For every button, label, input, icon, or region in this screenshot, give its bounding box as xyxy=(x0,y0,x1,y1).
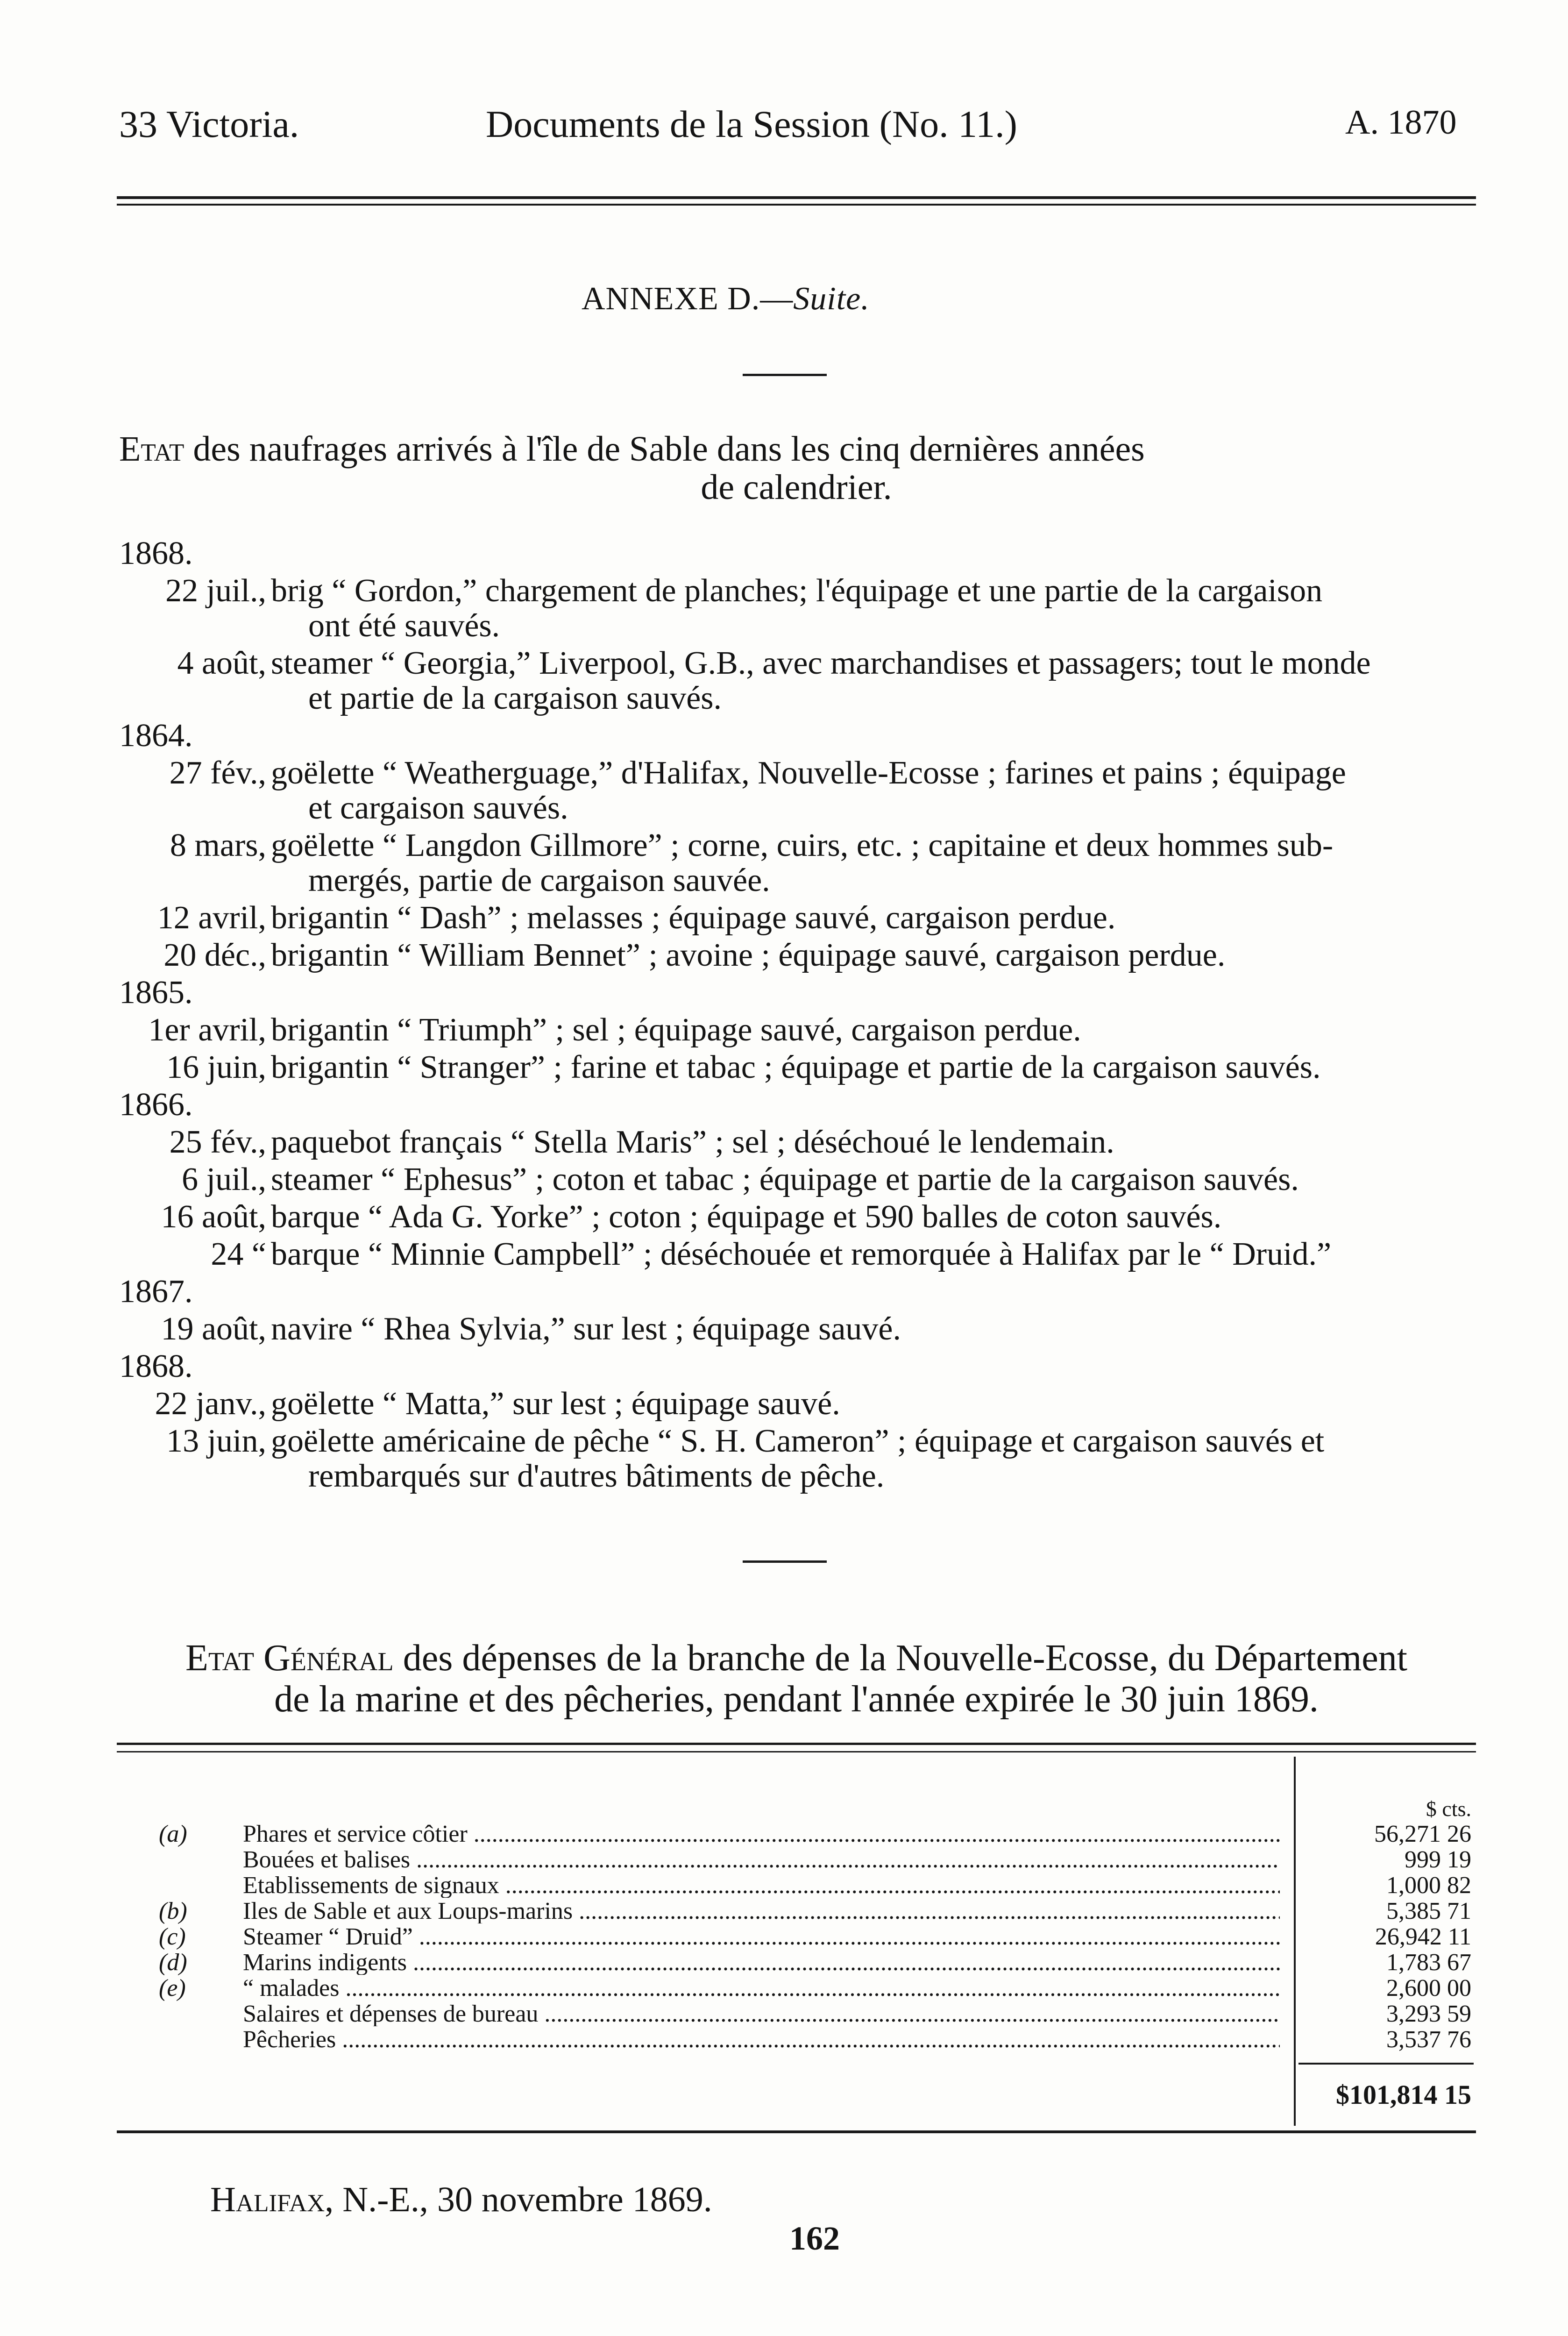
entry-text: navire “ Rhea Sylvia,” sur lest ; équipage sauvé. xyxy=(271,1311,901,1347)
year-heading: 1866. xyxy=(119,1087,193,1123)
entry-date: 16 août, xyxy=(161,1199,266,1235)
table-top-rule xyxy=(117,1743,1476,1745)
entry-date: 1er avril, xyxy=(148,1012,266,1048)
dateline xyxy=(210,2179,712,2220)
header-rule xyxy=(117,196,1476,199)
entry-date: 27 fév., xyxy=(169,755,266,791)
entry-text: brigantin “ William Bennet” ; avoine ; équipage sauvé, cargaison perdue. xyxy=(271,937,1226,973)
expense-amount: 56,271 26 xyxy=(1374,1821,1471,1847)
header-regnal-year: 33 Victoria. xyxy=(119,103,299,145)
entry-text: steamer “ Ephesus” ; coton et tabac ; équipage et partie de la cargaison sauvés. xyxy=(271,1161,1299,1197)
wreck-list-title xyxy=(119,430,1474,506)
entry-text: goëlette américaine de pêche “ S. H. Cameron” ; équipage et cargaison sauvés et xyxy=(271,1423,1325,1459)
expense-label: Steamer “ Druid” ..... xyxy=(243,1925,1280,1949)
entry-text-continued: mergés, partie de cargaison sauvée. xyxy=(308,862,770,898)
sum-rule xyxy=(1298,2063,1474,2065)
year-heading: 1868. xyxy=(119,1348,193,1384)
section-divider xyxy=(743,1560,827,1563)
expense-amount: 2,600 00 xyxy=(1386,1975,1471,2001)
entry-text: goëlette “ Matta,” sur lest ; équipage sauvé. xyxy=(271,1386,840,1422)
amount-column-divider xyxy=(1294,1757,1296,2126)
expense-amount: 3,537 76 xyxy=(1386,2026,1471,2053)
dateline-place: Halifax, xyxy=(210,2180,334,2219)
entry-date: 12 avril, xyxy=(157,900,266,936)
expense-label: Salaires et dépenses de bureau ..... xyxy=(243,2002,1280,2026)
entry-text-continued: et partie de la cargaison sauvés. xyxy=(308,680,722,716)
table-bottom-rule xyxy=(117,2130,1476,2133)
expense-amount: 26,942 11 xyxy=(1375,1923,1471,1950)
row-marker: (b) xyxy=(159,1898,187,1924)
entry-text-continued: et cargaison sauvés. xyxy=(308,790,568,826)
dateline-rest: N.-E., 30 novembre 1869. xyxy=(342,2180,712,2219)
entry-text: goëlette “ Weatherguage,” d'Halifax, Nouvelle-Ecosse ; farines et pains ; équipage xyxy=(271,755,1346,791)
entry-date: 19 août, xyxy=(161,1311,266,1347)
expense-label: “ malades ..... xyxy=(243,1976,1280,2001)
wreck-title-line2: de calendrier. xyxy=(701,468,892,507)
statement-title xyxy=(119,1638,1474,1720)
page-number: 162 xyxy=(789,2220,840,2257)
entry-date: 22 janv., xyxy=(155,1386,266,1422)
section-divider xyxy=(743,374,827,376)
expense-amount: 1,783 67 xyxy=(1386,1949,1471,1976)
entry-date: 8 mars, xyxy=(170,827,266,863)
entry-date: 4 août, xyxy=(177,645,266,681)
header-series-year: A. 1870 xyxy=(1345,103,1457,142)
entry-text: paquebot français “ Stella Maris” ; sel ; déséchoué le lendemain. xyxy=(271,1124,1114,1160)
expense-label: Bouées et balises ..... xyxy=(243,1848,1280,1872)
expense-amount: 3,293 59 xyxy=(1386,2001,1471,2027)
expense-label: Marins indigents ..... xyxy=(243,1951,1280,1975)
header-rule-secondary xyxy=(117,204,1476,206)
entry-date: 20 déc., xyxy=(163,937,266,973)
expense-amount: 999 19 xyxy=(1405,1846,1471,1873)
entry-text: goëlette “ Langdon Gillmore” ; corne, cuirs, etc. ; capitaine et deux hommes sub- xyxy=(271,827,1334,863)
entry-date: 16 juin, xyxy=(166,1049,266,1085)
expense-amount: 1,000 82 xyxy=(1386,1872,1471,1899)
annex-title: ANNEXE D.— xyxy=(582,281,794,317)
expense-total: $101,814 15 xyxy=(1336,2080,1471,2110)
row-marker: (a) xyxy=(159,1821,187,1847)
statement-title-rest: des dépenses de la branche de la Nouvelle-Ecosse, du Département xyxy=(403,1638,1407,1679)
row-marker: (d) xyxy=(159,1949,187,1976)
annex-suffix: Suite. xyxy=(793,281,870,317)
expense-label: Phares et service côtier ..... xyxy=(243,1822,1280,1846)
entry-text: brig “ Gordon,” chargement de planches; l'équipage et une partie de la cargaison xyxy=(271,573,1323,609)
expense-amount: 5,385 71 xyxy=(1386,1898,1471,1924)
row-marker: (c) xyxy=(159,1923,186,1950)
wreck-title-rest: des naufrages arrivés à l'île de Sable dans les cinq dernières années xyxy=(193,429,1145,469)
year-heading: 1868. xyxy=(119,535,193,571)
entry-text: steamer “ Georgia,” Liverpool, G.B., avec marchandises et passagers; tout le monde xyxy=(271,645,1371,681)
entry-text: barque “ Ada G. Yorke” ; coton ; équipage et 590 balles de coton sauvés. xyxy=(271,1199,1222,1235)
entry-text: brigantin “ Stranger” ; farine et tabac ; équipage et partie de la cargaison sauvés. xyxy=(271,1049,1321,1085)
entry-text-continued: ont été sauvés. xyxy=(308,608,500,644)
annex-heading xyxy=(582,280,870,318)
entry-text: barque “ Minnie Campbell” ; déséchouée et remorquée à Halifax par le “ Druid.” xyxy=(271,1236,1332,1272)
entry-date: 13 juin, xyxy=(166,1423,266,1459)
entry-date: 6 juil., xyxy=(182,1161,266,1197)
year-heading: 1864. xyxy=(119,718,193,754)
entry-text: brigantin “ Dash” ; melasses ; équipage sauvé, cargaison perdue. xyxy=(271,900,1116,936)
statement-title-line2: de la marine et des pêcheries, pendant l'année expirée le 30 juin 1869. xyxy=(274,1679,1319,1720)
year-heading: 1865. xyxy=(119,975,193,1011)
row-marker: (e) xyxy=(159,1975,186,2001)
expense-label: Etablissements de signaux ..... xyxy=(243,1873,1280,1898)
wreck-title-lead: Etat xyxy=(119,429,184,469)
currency-header: $ cts. xyxy=(1426,1797,1471,1821)
entry-date: 25 fév., xyxy=(169,1124,266,1160)
expense-label: Iles de Sable et aux Loups-marins ..... xyxy=(243,1899,1280,1923)
expense-label: Pêcheries ..... xyxy=(243,2028,1280,2052)
statement-title-lead: Etat Général xyxy=(185,1638,394,1679)
header-publication: Documents de la Session (No. 11.) xyxy=(486,103,1017,145)
entry-date: 24 “ xyxy=(211,1236,266,1272)
entry-date: 22 juil., xyxy=(165,573,266,609)
table-top-rule-secondary xyxy=(117,1751,1476,1752)
entry-text: brigantin “ Triumph” ; sel ; équipage sauvé, cargaison perdue. xyxy=(271,1012,1081,1048)
entry-text-continued: rembarqués sur d'autres bâtiments de pêche. xyxy=(308,1458,885,1494)
year-heading: 1867. xyxy=(119,1274,193,1310)
